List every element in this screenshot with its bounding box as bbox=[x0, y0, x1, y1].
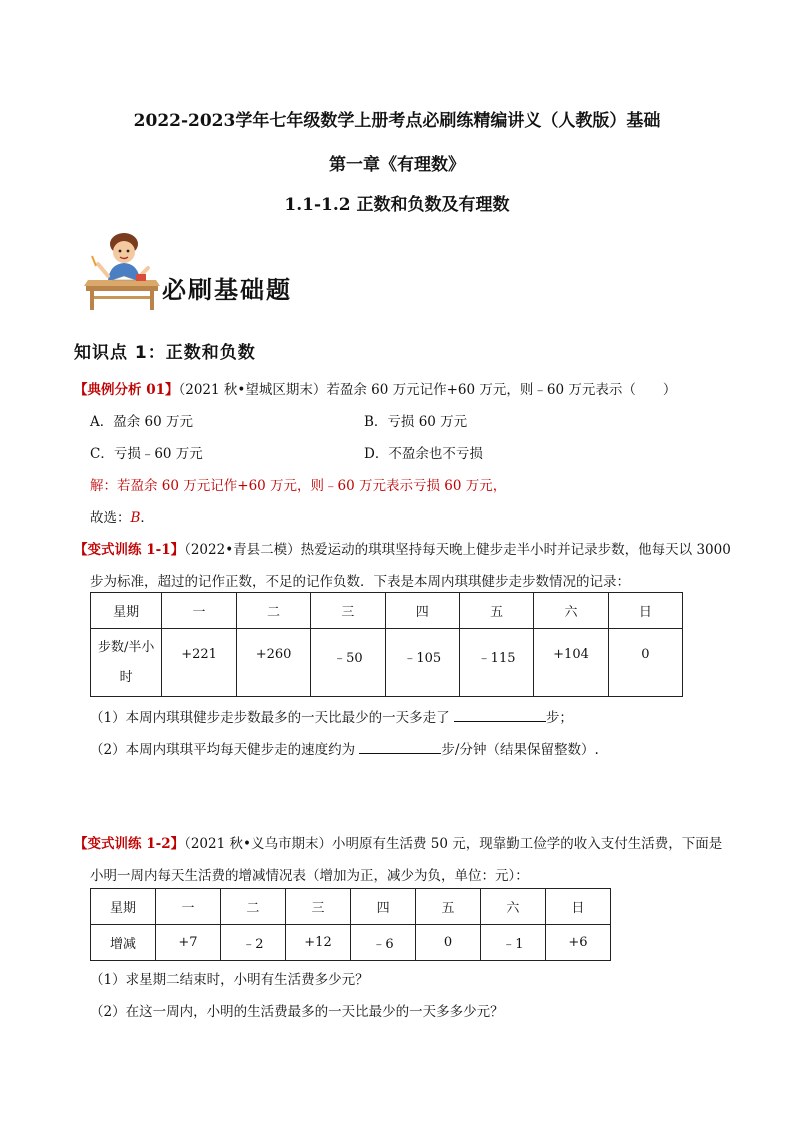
document-title: 2022-2023学年七年级数学上册考点必刷练精编讲义（人教版）基础 bbox=[133, 111, 661, 131]
table-header-cell: 一 bbox=[155, 889, 220, 925]
table-header-cell: 四 bbox=[351, 889, 416, 925]
table-header-cell: 四 bbox=[385, 593, 459, 629]
answer-blank[interactable] bbox=[454, 708, 546, 722]
table-header-cell: 六 bbox=[534, 593, 609, 629]
table-cell: +12 bbox=[285, 925, 350, 961]
table-header-cell: 星期 bbox=[91, 889, 156, 925]
table-header-cell: 二 bbox=[220, 889, 285, 925]
practice2-tag: 【变式训练 1-2】 bbox=[74, 836, 185, 852]
practice1-question2: （2）本周内琪琪平均每天健步走的速度约为 步/分钟（结果保留整数）. bbox=[90, 742, 599, 758]
example-tag: 【典例分析 01】 bbox=[74, 382, 179, 398]
option-b: B．亏损 60 万元 bbox=[364, 414, 468, 430]
table-cell: +104 bbox=[534, 629, 609, 697]
option-a: A．盈余 60 万元 bbox=[90, 414, 194, 430]
student-at-desk-illustration bbox=[84, 230, 160, 312]
practice1-table bbox=[90, 592, 683, 697]
answer-blank[interactable] bbox=[359, 740, 441, 754]
table-header-cell: 日 bbox=[608, 593, 682, 629]
table-cell: ﹣2 bbox=[220, 925, 285, 961]
practice1-question1: （1）本周内琪琪健步走步数最多的一天比最少的一天多走了 步； bbox=[90, 710, 573, 726]
chapter-title: 第一章《有理数》 bbox=[329, 155, 465, 175]
table-cell: 0 bbox=[608, 629, 682, 697]
practice2-question1: （1）求星期二结束时，小明有生活费多少元？ bbox=[90, 972, 369, 988]
table-cell: ﹣115 bbox=[459, 629, 533, 697]
table-header-cell: 三 bbox=[285, 889, 350, 925]
table-row bbox=[91, 889, 611, 925]
table-header-cell: 二 bbox=[236, 593, 311, 629]
table-cell: ﹣6 bbox=[351, 925, 416, 961]
table-cell: +7 bbox=[155, 925, 220, 961]
practice1-stem-line2: 步为标准，超过的记作正数，不足的记作负数．下表是本周内琪琪健步走步数情况的记录： bbox=[90, 574, 630, 590]
table-header-cell: 日 bbox=[545, 889, 610, 925]
table-header-cell: 星期 bbox=[91, 593, 162, 629]
practice2-stem-line2: 小明一周内每天生活费的增减情况表（增加为正，减少为负，单位：元）： bbox=[90, 868, 529, 884]
practice2-stem-line1: 【变式训练 1-2】（2021 秋•义乌市期末）小明原有生活费 50 元，现靠勤工俭学的收入支付生活费，下面是 bbox=[74, 836, 723, 852]
table-header-cell: 三 bbox=[311, 593, 385, 629]
table-cell: 0 bbox=[416, 925, 481, 961]
practice1-tag: 【变式训练 1-1】 bbox=[74, 542, 185, 558]
section-title: 1.1-1.2 正数和负数及有理数 bbox=[284, 195, 510, 215]
table-header-cell: 五 bbox=[416, 889, 481, 925]
solution-text: 解：若盈余 60 万元记作+60 万元，则﹣60 万元表示亏损 60 万元， bbox=[90, 478, 507, 494]
table-cell: +6 bbox=[545, 925, 610, 961]
table-row bbox=[91, 593, 683, 629]
example-stem: （2021 秋•望城区期末）若盈余 60 万元记作+60 万元，则﹣60 万元表示（ ） bbox=[178, 382, 677, 398]
table-row bbox=[91, 629, 683, 697]
table-cell: ﹣50 bbox=[311, 629, 385, 697]
practice2-table bbox=[90, 888, 611, 961]
banner-title: 必刷基础题 bbox=[162, 276, 292, 304]
table-header-cell: 六 bbox=[480, 889, 545, 925]
knowledge-point-heading: 知识点 1：正数和负数 bbox=[74, 343, 256, 363]
table-row bbox=[91, 925, 611, 961]
example-question bbox=[74, 378, 676, 398]
table-header-cell: 五 bbox=[459, 593, 533, 629]
practice1-stem-line1: 【变式训练 1-1】（2022•青县二模）热爱运动的琪琪坚持每天晚上健步走半小时并记录步数，他每天以 3000 bbox=[74, 542, 731, 558]
table-cell: ﹣1 bbox=[480, 925, 545, 961]
option-c: C．亏损﹣60 万元 bbox=[90, 446, 203, 462]
answer-line bbox=[90, 506, 154, 526]
answer-suffix: ． bbox=[140, 510, 154, 526]
table-row-label: 增减 bbox=[91, 925, 156, 961]
table-cell: ﹣105 bbox=[385, 629, 459, 697]
answer-choice: B bbox=[130, 510, 141, 526]
option-d: D．不盈余也不亏损 bbox=[364, 446, 483, 462]
answer-prefix: 故选： bbox=[90, 510, 131, 526]
table-header-cell: 一 bbox=[162, 593, 237, 629]
table-row-label: 步数/半小 时 bbox=[91, 629, 162, 697]
practice2-question2: （2）在这一周内，小明的生活费最多的一天比最少的一天多多少元？ bbox=[90, 1004, 504, 1020]
table-cell: +260 bbox=[236, 629, 311, 697]
table-cell: +221 bbox=[162, 629, 237, 697]
